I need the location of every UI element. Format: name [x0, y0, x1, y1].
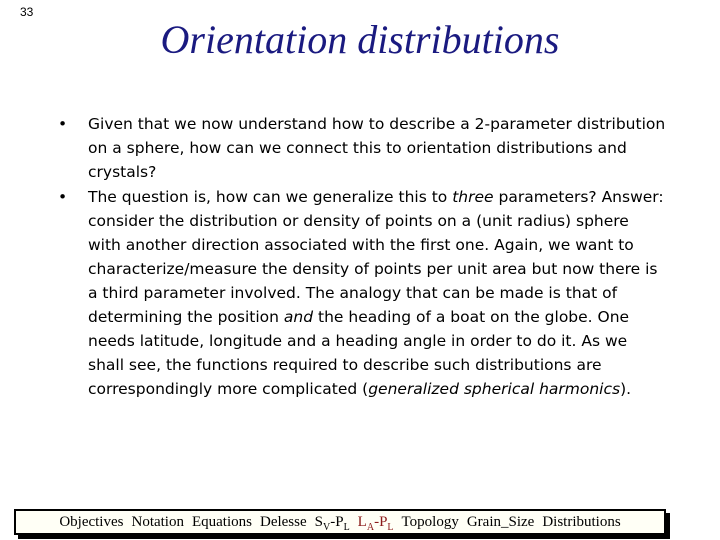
- nav-link-sv-pl[interactable]: [315, 514, 350, 531]
- sv-pl-sub-l: L: [343, 521, 350, 533]
- nav-link-distributions[interactable]: Distributions: [542, 513, 621, 530]
- la-pl-sep: -: [374, 513, 380, 530]
- bullet-2-text-part: parameters? Answer: consider the distribution or density of points on a (unit radius) sphere with another direction associated with the first one. Again, we want to characterize/measure the density of points per unit area but now there is a third parameter involved. The analogy that can be made is that of determining the position: [88, 188, 664, 326]
- bullet-1-text: Given that we now understand how to describe a 2-parameter distribution on a sphere, how can we connect this to orientation distributions and crystals?: [88, 115, 666, 181]
- la-pl-sub-l: L: [387, 521, 394, 533]
- bullet-2-italic-three: three: [452, 188, 494, 206]
- bullet-text-2: [88, 188, 664, 398]
- bullet-icon: •: [58, 115, 68, 133]
- nav-link-topology[interactable]: Topology: [401, 513, 459, 530]
- bullet-item-1: [56, 112, 666, 184]
- nav-link-grain-size[interactable]: Grain_Size: [466, 513, 535, 530]
- sv-pl-p: P: [335, 513, 344, 530]
- bullet-item-2: [56, 185, 666, 401]
- la-pl-sub-a: A: [366, 521, 375, 533]
- la-pl-p: P: [379, 513, 388, 530]
- slide-title: Orientation distributions: [160, 17, 560, 62]
- bullet-2-text-part: The question is, how can we generalize this to: [88, 188, 453, 206]
- bullet-list: [56, 112, 666, 402]
- nav-link-equations[interactable]: Equations: [191, 513, 252, 530]
- bullet-2-italic-harmonics: generalized spherical harmonics: [368, 380, 621, 398]
- bullet-icon: •: [58, 188, 68, 206]
- nav-link-notation[interactable]: Notation: [131, 513, 184, 530]
- sv-pl-s: S: [314, 513, 323, 530]
- nav-link-objectives[interactable]: Objectives: [59, 513, 124, 530]
- slide-number: 33: [20, 5, 34, 19]
- sv-pl-sub-v: V: [322, 521, 331, 533]
- bullet-2-italic-and: and: [283, 308, 314, 326]
- bullet-2-text-part: the heading of a boat on the globe. One needs latitude, longitude and a heading angle in order to do it. As we shall see, the functions required to describe such distributions are correspondingly more complicated (: [88, 308, 630, 398]
- bullet-text-1: [88, 115, 665, 181]
- nav-link-delesse[interactable]: Delesse: [259, 513, 307, 530]
- la-pl-l: L: [357, 513, 367, 530]
- nav-link-la-pl[interactable]: [358, 514, 394, 531]
- sv-pl-sep: -: [330, 513, 336, 530]
- bullet-2-text-part: ).: [620, 380, 632, 398]
- navigation-bar: [14, 509, 666, 535]
